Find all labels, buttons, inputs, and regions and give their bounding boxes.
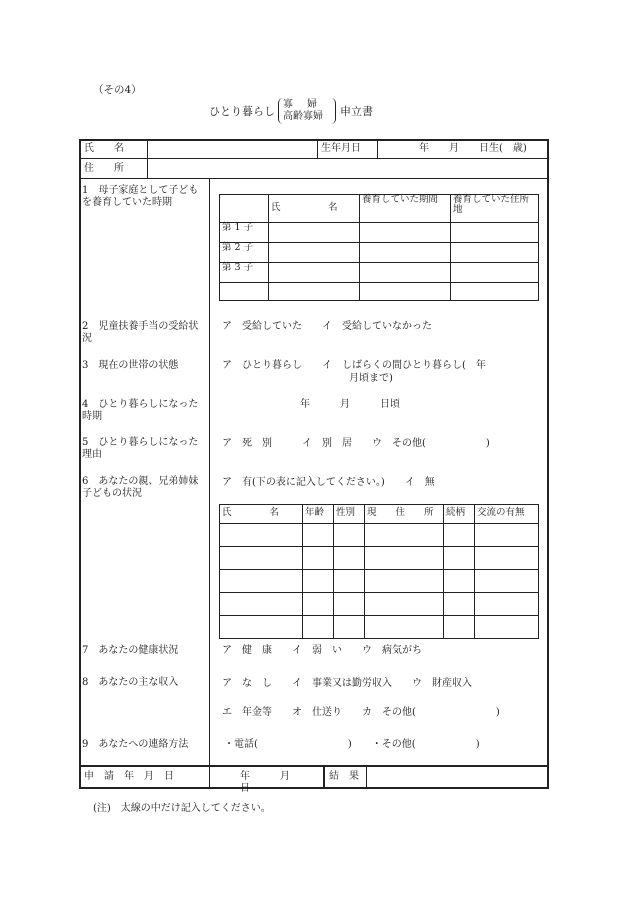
table-row: [220, 593, 539, 616]
table-cell[interactable]: [451, 283, 539, 301]
section-7-options[interactable]: ア 健 康 イ 弱 い ウ 病気がち: [222, 645, 422, 656]
title-prefix: ひとり暮らし: [209, 105, 275, 118]
table-cell[interactable]: [365, 547, 444, 570]
form-title: [209, 98, 373, 124]
rule: [317, 139, 318, 158]
table-cell[interactable]: [365, 570, 444, 593]
table-row: [220, 283, 539, 301]
title-suffix: 申立書: [340, 105, 373, 118]
child-label: [220, 283, 269, 301]
table-cell[interactable]: [220, 616, 303, 639]
table-row: [220, 243, 539, 263]
table-cell[interactable]: [360, 223, 451, 243]
title-option-elderly-widow: 高齢寡婦: [283, 111, 323, 122]
section-5-label: 5 ひとり暮らしになった理由: [82, 437, 199, 460]
table-cell[interactable]: [220, 570, 303, 593]
table-cell[interactable]: [475, 524, 539, 547]
rule: [147, 139, 148, 178]
section-3-options-cont: 月頃まで): [349, 373, 393, 384]
table-cell[interactable]: [360, 283, 451, 301]
section-7-label: 7 あなたの健康状況: [82, 645, 179, 656]
address-label: 住 所: [84, 163, 124, 174]
rule: [79, 158, 549, 159]
section-8-options-line1[interactable]: ア な し イ 事業又は勤労収入 ウ 財産収入: [222, 678, 472, 689]
relatives-table-header: 年齢: [303, 505, 334, 524]
section-3-label: 3 現在の世帯の状態: [82, 360, 179, 371]
table-cell[interactable]: [360, 263, 451, 283]
section-2-label: 2 児童扶養手当の受給状況: [82, 321, 199, 344]
table-cell[interactable]: [334, 616, 365, 639]
section-4-date[interactable]: 年 月 日頃: [300, 399, 400, 410]
table-row: [220, 263, 539, 283]
table-cell[interactable]: [303, 570, 334, 593]
table-cell[interactable]: [451, 223, 539, 243]
rule: [209, 765, 210, 789]
table-cell[interactable]: [365, 616, 444, 639]
section-8-options-line2[interactable]: エ 年金等 オ 仕送り カ その他( ): [222, 707, 500, 718]
birthdate-field[interactable]: 年 月 日生( 歳): [419, 143, 527, 154]
table-row: [220, 524, 539, 547]
title-option-widow: 寡婦: [283, 99, 331, 110]
result-field[interactable]: [370, 768, 546, 786]
section-6-options[interactable]: ア 有(下の表に記入してください。) イ 無: [222, 477, 435, 488]
table-cell[interactable]: [444, 524, 475, 547]
result-label: 結 果: [329, 771, 359, 782]
table-cell[interactable]: [444, 547, 475, 570]
table-cell[interactable]: [365, 524, 444, 547]
table-row: [220, 570, 539, 593]
rule: [209, 178, 210, 765]
section-9-options[interactable]: ・電話( ) ・その他( ): [224, 739, 480, 750]
table-cell[interactable]: [220, 593, 303, 616]
table-cell[interactable]: [451, 263, 539, 283]
section-8-label: 8 あなたの主な収入: [82, 677, 179, 688]
table-cell[interactable]: [444, 616, 475, 639]
rule: [366, 765, 367, 789]
section-2-options[interactable]: ア 受給していた イ 受給していなかった: [222, 321, 432, 332]
table-cell[interactable]: [334, 570, 365, 593]
section-6-label: 6 あなたの親、兄弟姉妹子どもの状況: [82, 476, 199, 499]
table-row: [220, 616, 539, 639]
table-cell[interactable]: [444, 593, 475, 616]
table-cell[interactable]: [303, 547, 334, 570]
table-cell[interactable]: [475, 570, 539, 593]
child-label: 第 2 子: [220, 243, 269, 263]
child-label: 第 3 子: [220, 263, 269, 283]
table-cell[interactable]: [365, 593, 444, 616]
rule: [79, 765, 549, 767]
application-date-field[interactable]: 年 月 日: [240, 771, 320, 794]
table-cell[interactable]: [444, 570, 475, 593]
children-table-header: [220, 195, 269, 223]
table-cell[interactable]: [269, 223, 360, 243]
rule: [377, 139, 378, 158]
section-4-label: 4 ひとり暮らしになった時期: [82, 399, 199, 422]
relatives-table-header: 氏 名: [220, 505, 303, 524]
address-field[interactable]: [152, 161, 542, 175]
table-cell[interactable]: [303, 524, 334, 547]
table-cell[interactable]: [475, 616, 539, 639]
children-table: [219, 194, 539, 301]
relatives-table: [219, 504, 539, 639]
table-cell[interactable]: [303, 593, 334, 616]
children-table-header: 氏 名: [269, 195, 360, 223]
table-cell[interactable]: [334, 524, 365, 547]
relatives-table-header: 現 住 所: [365, 505, 444, 524]
relatives-table-header: 続柄: [444, 505, 475, 524]
section-3-options[interactable]: ア ひとり暮らし イ しばらくの間ひとり暮らし( 年: [222, 360, 486, 371]
table-row: [220, 547, 539, 570]
table-cell[interactable]: [475, 547, 539, 570]
table-cell[interactable]: [220, 547, 303, 570]
table-cell[interactable]: [334, 547, 365, 570]
name-label: 氏 名: [84, 143, 124, 154]
child-label: 第 1 子: [220, 223, 269, 243]
application-date-label: 申 請 年 月 日: [84, 771, 174, 782]
name-field[interactable]: [152, 142, 312, 156]
relatives-table-header: 交流の有無: [475, 505, 539, 524]
footnote: (注) 太線の中だけ記入してください。: [93, 803, 271, 814]
relatives-table-header: 性別: [334, 505, 365, 524]
table-cell[interactable]: [303, 616, 334, 639]
table-cell[interactable]: [334, 593, 365, 616]
section-1-label: 1 母子家庭として子どもを養育していた時期: [82, 185, 199, 208]
table-row: [220, 223, 539, 243]
rule: [323, 765, 325, 789]
section-9-label: 9 あなたへの連絡方法: [82, 739, 189, 750]
table-cell[interactable]: [475, 593, 539, 616]
table-cell[interactable]: [269, 263, 360, 283]
table-cell[interactable]: [269, 283, 360, 301]
children-table-header: 養育していた期間: [360, 195, 451, 223]
table-cell[interactable]: [220, 524, 303, 547]
table-cell[interactable]: [451, 243, 539, 263]
children-table-header: 養育していた住所地: [451, 195, 539, 223]
page-label: （その4）: [93, 84, 142, 96]
birthdate-label: 生年月日: [321, 143, 361, 154]
section-5-options[interactable]: ア 死 別 イ 別 居 ウ その他( ): [222, 438, 490, 449]
table-cell[interactable]: [360, 243, 451, 263]
rule: [79, 178, 549, 179]
title-options: [278, 98, 336, 124]
table-cell[interactable]: [269, 243, 360, 263]
